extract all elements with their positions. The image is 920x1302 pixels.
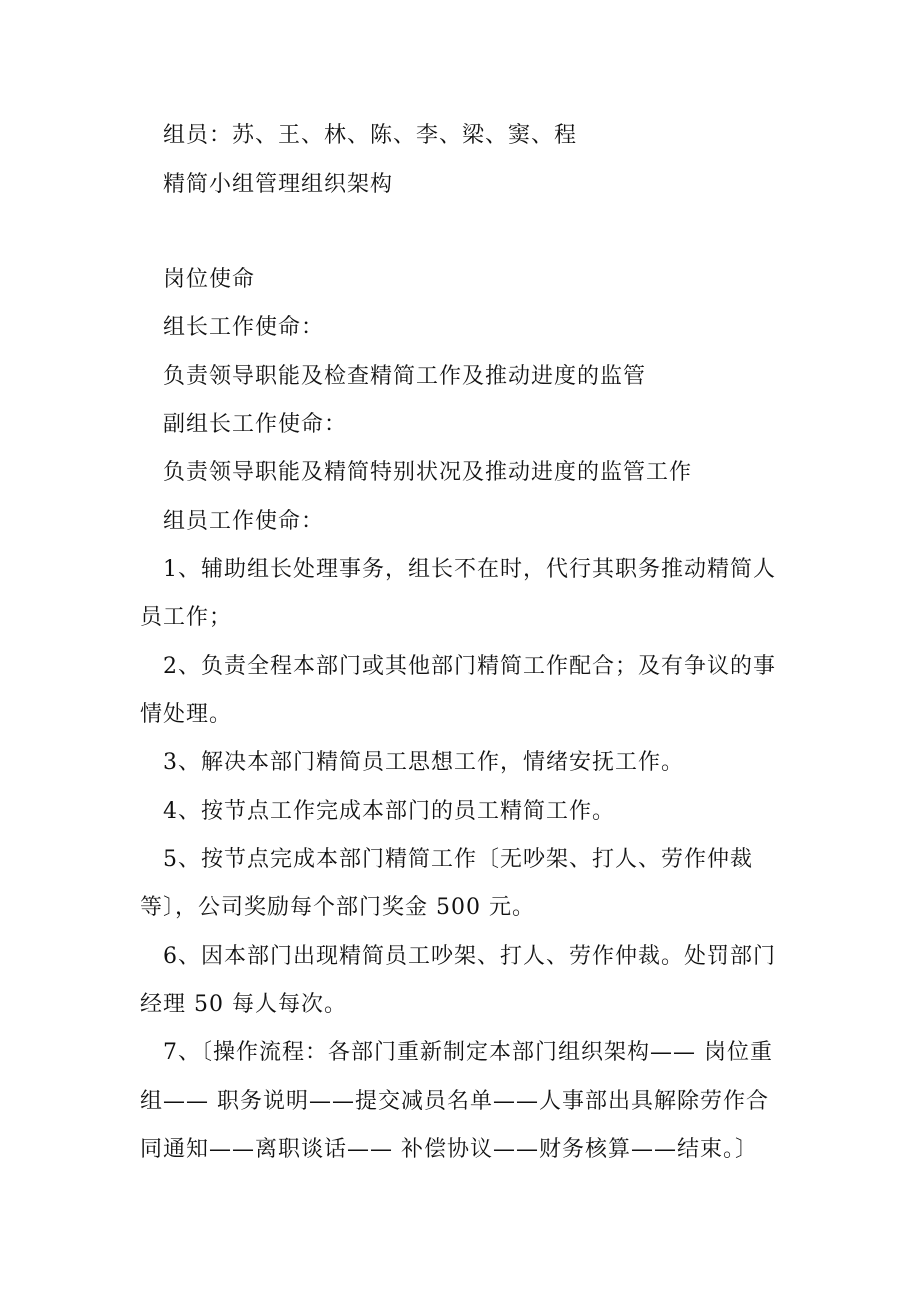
deputy-mission-heading: 副组长工作使命： (163, 412, 348, 437)
item-1-line-1: 1、辅助组长处理事务，组长不在时，代行其职务推动精简人 (163, 557, 776, 582)
item-1-line-2: 员工作； (140, 605, 233, 630)
item-7-line-3: 同通知——离职谈话—— 补偿协议——财务核算——结束。〕 (140, 1137, 758, 1162)
item-2-line-1: 2、负责全程本部门或其他部门精简工作配合；及有争议的事 (163, 654, 776, 679)
item-6-line-2: 经理 50 每人每次。 (140, 992, 347, 1017)
item-5-line-1: 5、按节点完成本部门精简工作〔无吵架、打人、劳作仲裁 (163, 847, 753, 872)
item-4-line-1: 4、按节点工作完成本部门的员工精简工作。 (163, 799, 615, 824)
item-6-line-1: 6、因本部门出现精简员工吵架、打人、劳作仲裁。处罚部门 (163, 944, 776, 969)
item-5-line-2: 等〕，公司奖励每个部门奖金 500 元。 (140, 895, 535, 920)
item-7-line-2: 组—— 职务说明——提交减员名单——人事部出具解除劳作合 (140, 1089, 769, 1114)
mission-heading: 岗位使命 (163, 267, 256, 292)
leader-mission-text: 负责领导职能及检查精简工作及推动进度的监管 (163, 364, 647, 389)
deputy-mission-text: 负责领导职能及精简特别状况及推动进度的监管工作 (163, 460, 693, 485)
leader-mission-heading: 组长工作使命： (163, 315, 325, 340)
member-mission-heading: 组员工作使命： (163, 509, 325, 534)
item-7-line-1: 7、〔操作流程：各部门重新制定本部门组织架构—— 岗位重 (163, 1040, 773, 1065)
item-2-line-2: 情处理。 (140, 702, 233, 727)
item-3-line-1: 3、解决本部门精简员工思想工作，情绪安抚工作。 (163, 750, 684, 775)
members-line: 组员：苏、王、林、陈、李、梁、窦、程 (163, 123, 578, 148)
org-structure-title: 精简小组管理组织架构 (163, 172, 394, 197)
